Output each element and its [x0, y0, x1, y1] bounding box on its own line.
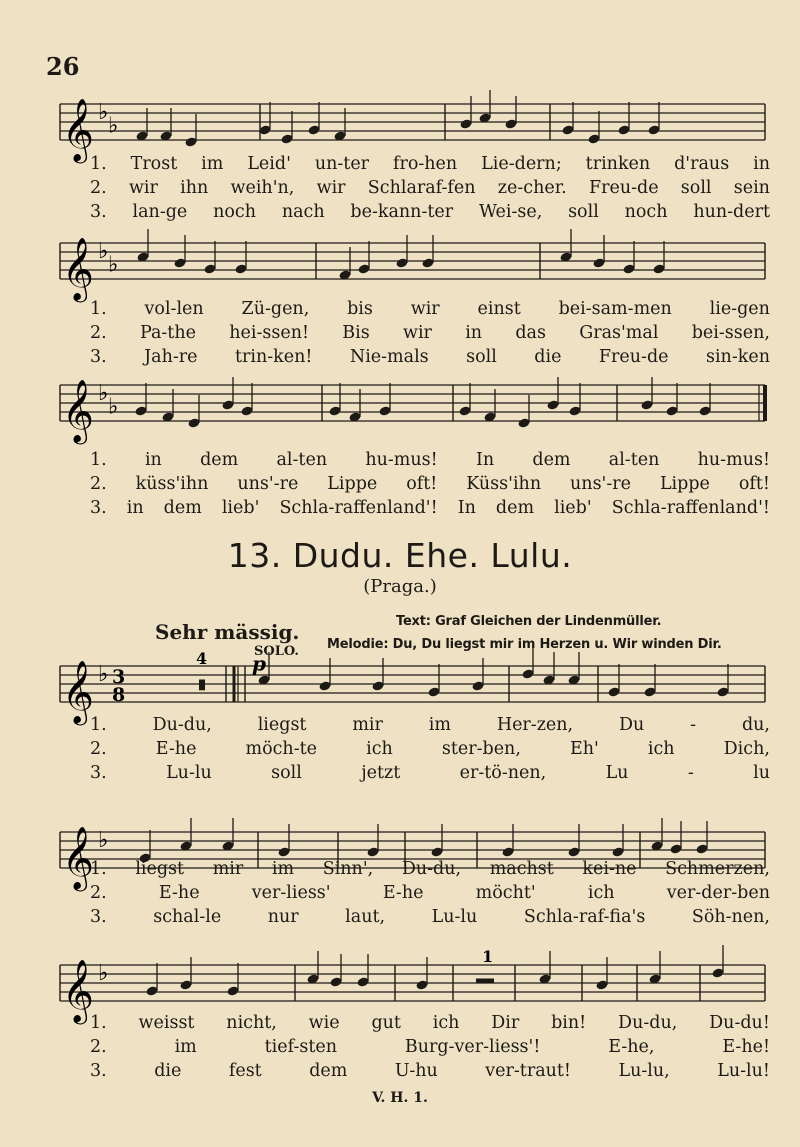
lyric-line: 1. Trost im Leid' un-ter fro-hen Lie-dern; trinken d'raus in: [90, 154, 770, 174]
page-footer: V. H. 1.: [372, 1090, 428, 1106]
lyric-line: 2. Pa-the hei-ssen! Bis wir in das Gras'mal bei-ssen,: [90, 323, 770, 343]
flat-icon: ♭: [108, 113, 119, 139]
song12-system2-lyrics: [90, 297, 770, 369]
flat-icon: ♭: [98, 662, 109, 687]
song-title: 13. Dudu. Ehe. Lulu.: [227, 536, 573, 575]
treble-clef-icon: 𝄞: [62, 959, 94, 1022]
lyric-line: 2. im tief-sten Burg-ver-liess'! E-he, E-he!: [90, 1037, 770, 1057]
flat-icon: ♭: [108, 252, 119, 278]
treble-clef-icon: 𝄞: [62, 379, 94, 442]
flat-icon: ♭: [108, 394, 119, 420]
dynamic-marking: p: [252, 651, 266, 676]
treble-clef-icon: 𝄞: [62, 237, 94, 300]
song12-system1-lyrics: [90, 152, 770, 224]
lyric-line: 3. schal-le nur laut, Lu-lu Schla-raf-fia's Söh-nen,: [90, 907, 770, 927]
song13-system2-lyrics: [90, 857, 770, 929]
text-credit: Text: Graf Gleichen der Lindenmüller.: [396, 614, 662, 629]
treble-clef-icon: 𝄞: [62, 660, 94, 723]
lyric-line: 3. Lu-lu soll jetzt er-tö-nen, Lu - lu: [90, 763, 770, 783]
page-number: 26: [46, 52, 80, 81]
tempo-marking: Sehr mässig.: [155, 620, 300, 644]
solo-label: SOLO.: [254, 644, 299, 659]
song13-system3-lyrics: [90, 1011, 770, 1083]
flat-icon: ♭: [98, 100, 109, 125]
flat-icon: ♭: [98, 381, 109, 406]
lyric-line: 1. liegst mir im Sinn', Du-du, machst kei-ne Schmerzen,: [90, 859, 770, 879]
lyric-line: 1. weisst nicht, wie gut ich Dir bin! Du-du, Du-du!: [90, 1013, 770, 1033]
melody-credit: Melodie: Du, Du liegst mir im Herzen u. Wir winden Dir.: [327, 637, 722, 652]
lyric-line: 2. küss'ihn uns'-re Lippe oft! Küss'ihn uns'-re Lippe oft!: [90, 474, 770, 494]
lyric-line: 2. E-he ver-liess' E-he möcht' ich ver-der-ben: [90, 883, 770, 903]
lyric-line: 2. wir ihn weih'n, wir Schlaraf-fen ze-cher. Freu-de soll sein: [90, 178, 770, 198]
song12-system3-lyrics: [90, 448, 770, 520]
treble-clef-icon: 𝄞: [62, 826, 94, 889]
lyric-line: 1. in dem al-ten hu-mus! In dem al-ten hu-mus!: [90, 450, 770, 470]
flat-icon: ♭: [98, 828, 109, 853]
lyric-line: 1. Du-du, liegst mir im Her-zen, Du - du,: [90, 715, 770, 735]
song-subtitle: (Praga.): [363, 576, 437, 597]
lyric-line: 2. E-he möch-te ich ster-ben, Eh' ich Dich,: [90, 739, 770, 759]
lyric-line: 3. lan-ge noch nach be-kann-ter Wei-se, soll noch hun-dert: [90, 202, 770, 222]
song13-system1-lyrics: [90, 713, 770, 785]
measure-rest-icon: [476, 979, 494, 984]
lyric-line: 1. vol-len Zü-gen, bis wir einst bei-sam-men lie-gen: [90, 299, 770, 319]
rest-count: 4: [196, 649, 208, 668]
lyric-line: 3. die fest dem U-hu ver-traut! Lu-lu, Lu-lu!: [90, 1061, 770, 1081]
time-signature-bottom: 8: [112, 684, 126, 706]
multi-measure-rest-icon: [199, 680, 205, 691]
time-signature-top: 3: [112, 666, 126, 688]
music-staff: [0, 233, 800, 303]
music-staff: [0, 375, 800, 445]
lyric-line: 3. Jah-re trin-ken! Nie-mals soll die Freu-de sin-ken: [90, 347, 770, 367]
measure-rest-label: 1: [482, 947, 494, 966]
treble-clef-icon: 𝄞: [62, 98, 94, 161]
flat-icon: ♭: [98, 239, 109, 264]
flat-icon: ♭: [98, 961, 109, 986]
lyric-line: 3. in dem lieb' Schla-raffenland'! In dem lieb' Schla-raffenland'!: [90, 498, 770, 518]
